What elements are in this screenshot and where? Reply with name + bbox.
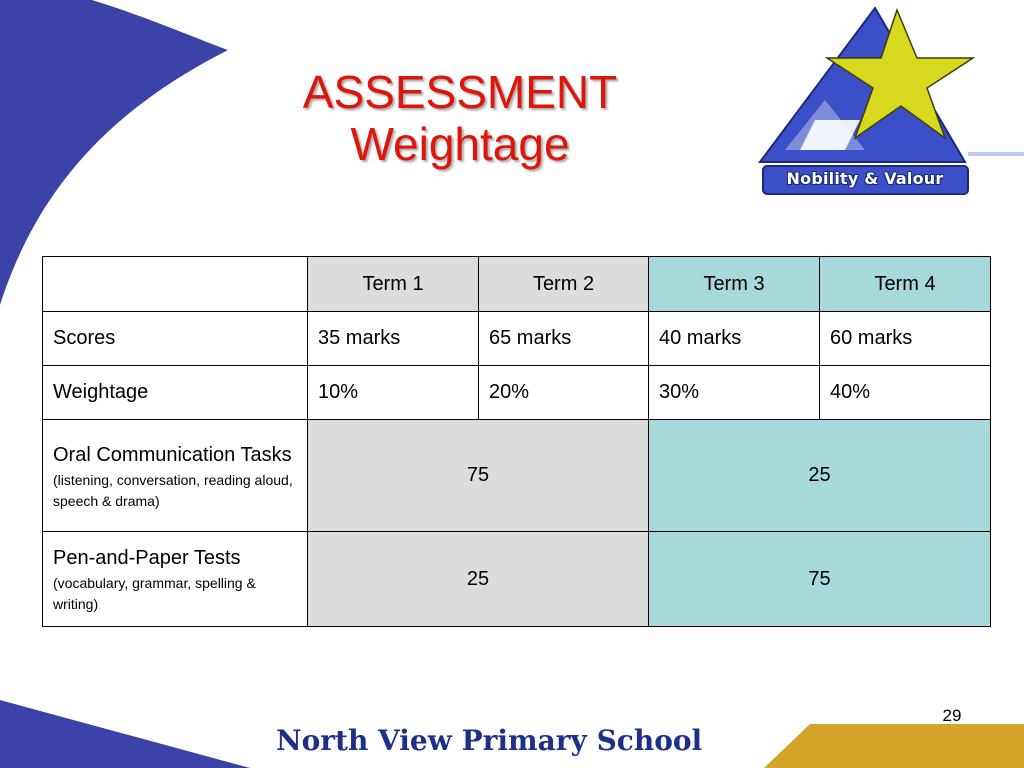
row-label-weightage: Weightage	[43, 366, 308, 420]
oral-communication-label: Oral Communication Tasks	[53, 443, 292, 466]
oral-semester-2-value: 25	[649, 420, 991, 532]
pen-and-paper-sublabel: (vocabulary, grammar, spelling & writing)	[53, 575, 256, 612]
pen-and-paper-label: Pen-and-Paper Tests	[53, 547, 241, 569]
weightage-term-2: 20%	[479, 366, 649, 420]
title-line-1: ASSESSMENT	[302, 66, 618, 118]
table-row-pen-and-paper	[43, 532, 991, 627]
page-number: 29	[942, 706, 962, 725]
table-row-scores	[43, 312, 991, 366]
scores-term-3: 40 marks	[649, 312, 820, 366]
scores-term-1: 35 marks	[308, 312, 479, 366]
table-row-oral-communication	[43, 420, 991, 532]
assessment-table	[42, 256, 991, 627]
row-label-pen-and-paper	[43, 532, 308, 627]
header-term-2: Term 2	[479, 257, 649, 312]
logo-motto: Nobility & Valour	[786, 169, 944, 188]
header-term-1: Term 1	[308, 257, 479, 312]
table-header-row	[43, 257, 991, 312]
oral-semester-1-value: 75	[308, 420, 649, 532]
weightage-term-1: 10%	[308, 366, 479, 420]
title-line-2: Weightage	[350, 118, 570, 170]
header-term-4: Term 4	[820, 257, 991, 312]
weightage-term-4: 40%	[820, 366, 991, 420]
row-label-oral-communication	[43, 420, 308, 532]
header-empty-cell	[43, 257, 308, 312]
oral-communication-sublabel: (listening, conversation, reading aloud, speech & drama)	[53, 471, 293, 509]
row-label-scores: Scores	[43, 312, 308, 366]
pen-paper-semester-2-value: 75	[649, 532, 991, 627]
scores-term-4: 60 marks	[820, 312, 991, 366]
table-row-weightage	[43, 366, 991, 420]
header-term-3: Term 3	[649, 257, 820, 312]
slide-title	[200, 66, 720, 170]
weightage-term-3: 30%	[649, 366, 820, 420]
scores-term-2: 65 marks	[479, 312, 649, 366]
pen-paper-semester-1-value: 25	[308, 532, 649, 627]
footer-school-name: North View Primary School	[276, 724, 703, 757]
